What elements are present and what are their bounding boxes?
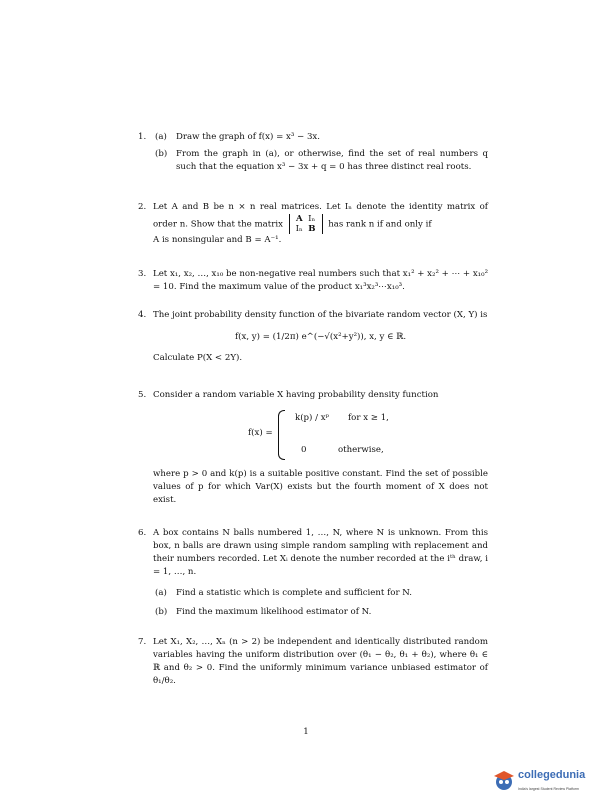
question-1 (138, 131, 488, 174)
question-5-text: Consider a random variable X having probability density function (153, 390, 439, 400)
question-3-text: Let x₁, x₂, …, x₁₀ be non-negative real numbers such that x₁² + x₂² + ⋯ + x₁₀² = 10. Find the maximum value of the product x₁³x₂³⋯x₁₀³. (153, 269, 489, 292)
part-label: (a) (155, 588, 167, 598)
question-number: 5. (138, 390, 147, 400)
collegedunia-logo (492, 768, 612, 792)
logo-tagline: India's largest Student Review Platform (518, 787, 579, 791)
case-condition: for x ≥ 1, (348, 413, 389, 423)
matrix-entry: A (295, 214, 303, 224)
question-4-calc: Calculate P(X < 2Y). (153, 353, 243, 363)
question-number: 6. (138, 528, 147, 538)
question-5 (138, 389, 488, 507)
part-label: (b) (155, 149, 168, 159)
question-number: 7. (138, 637, 147, 647)
question-2-text: Let A and B be n × n real matrices. Let Iₙ denote the identity matrix of order n. Show that the matrix (153, 202, 488, 230)
question-6a-text: Find a statistic which is complete and sufficient for N. (176, 588, 412, 598)
question-3 (138, 268, 488, 294)
page-number: 1 (303, 727, 309, 737)
case-condition: otherwise, (338, 445, 384, 455)
question-2-text-cont: has rank n if and only if (328, 219, 432, 230)
question-6b-text: Find the maximum likelihood estimator of N. (176, 607, 372, 617)
question-7 (138, 636, 488, 688)
case-expression: k(p) / xᵖ (295, 413, 330, 423)
question-2 (138, 201, 488, 247)
question-2-text-end: A is nonsingular and B = A⁻¹. (153, 235, 282, 245)
question-number: 3. (138, 269, 147, 279)
question-1b-text: From the graph in (a), or otherwise, find the set of real numbers q such that the equation x³ − 3x + q = 0 has three distinct real roots. (176, 149, 488, 172)
question-4 (138, 309, 488, 365)
matrix-entry: Iₙ (295, 224, 303, 234)
matrix-entry: Iₙ (308, 214, 316, 224)
function-label: f(x) = (248, 428, 273, 438)
question-number: 1. (138, 132, 147, 142)
block-matrix (289, 214, 323, 234)
question-6-text: A box contains N balls numbered 1, …, N, where N is unknown. From this box, n balls are drawn using simple random sampling with replacement and their numbers recorded. Let Xᵢ denote the number recorded at the iᵗʰ draw, i = 1, …, n. (153, 528, 488, 577)
question-5-text-cont: where p > 0 and k(p) is a suitable positive constant. Find the set of possible values of p for which Var(X) exists but the fourth moment of X does not exist. (153, 469, 488, 505)
part-label: (a) (155, 132, 167, 142)
matrix-entry: B (308, 224, 316, 234)
graduation-cap-icon (492, 769, 516, 791)
question-number: 2. (138, 202, 147, 212)
logo-name: collegedunia (518, 769, 586, 781)
brace (278, 410, 285, 460)
joint-pdf-equation: f(x, y) = (1/2π) e^(−√(x²+y²)), x, y ∈ ℝ. (234, 332, 407, 342)
question-number: 4. (138, 310, 147, 320)
question-4-text: The joint probability density function of the bivariate random vector (X, Y) is (153, 310, 488, 320)
piecewise-function (153, 408, 488, 462)
case-expression: 0 (301, 445, 307, 455)
part-label: (b) (155, 607, 168, 617)
question-6 (138, 527, 488, 619)
question-7-text: Let X₁, X₂, …, Xₙ (n > 2) be independent and identically distributed random variables having the uniform distribution over (θ₁ − θ₂, θ₁ + θ₂), where θ₁ ∈ ℝ and θ₂ > 0. Find the uniformly minimum variance unbiased estimator of θ₁/θ₂. (153, 637, 488, 686)
question-1a-text: Draw the graph of f(x) = x³ − 3x. (176, 132, 320, 142)
